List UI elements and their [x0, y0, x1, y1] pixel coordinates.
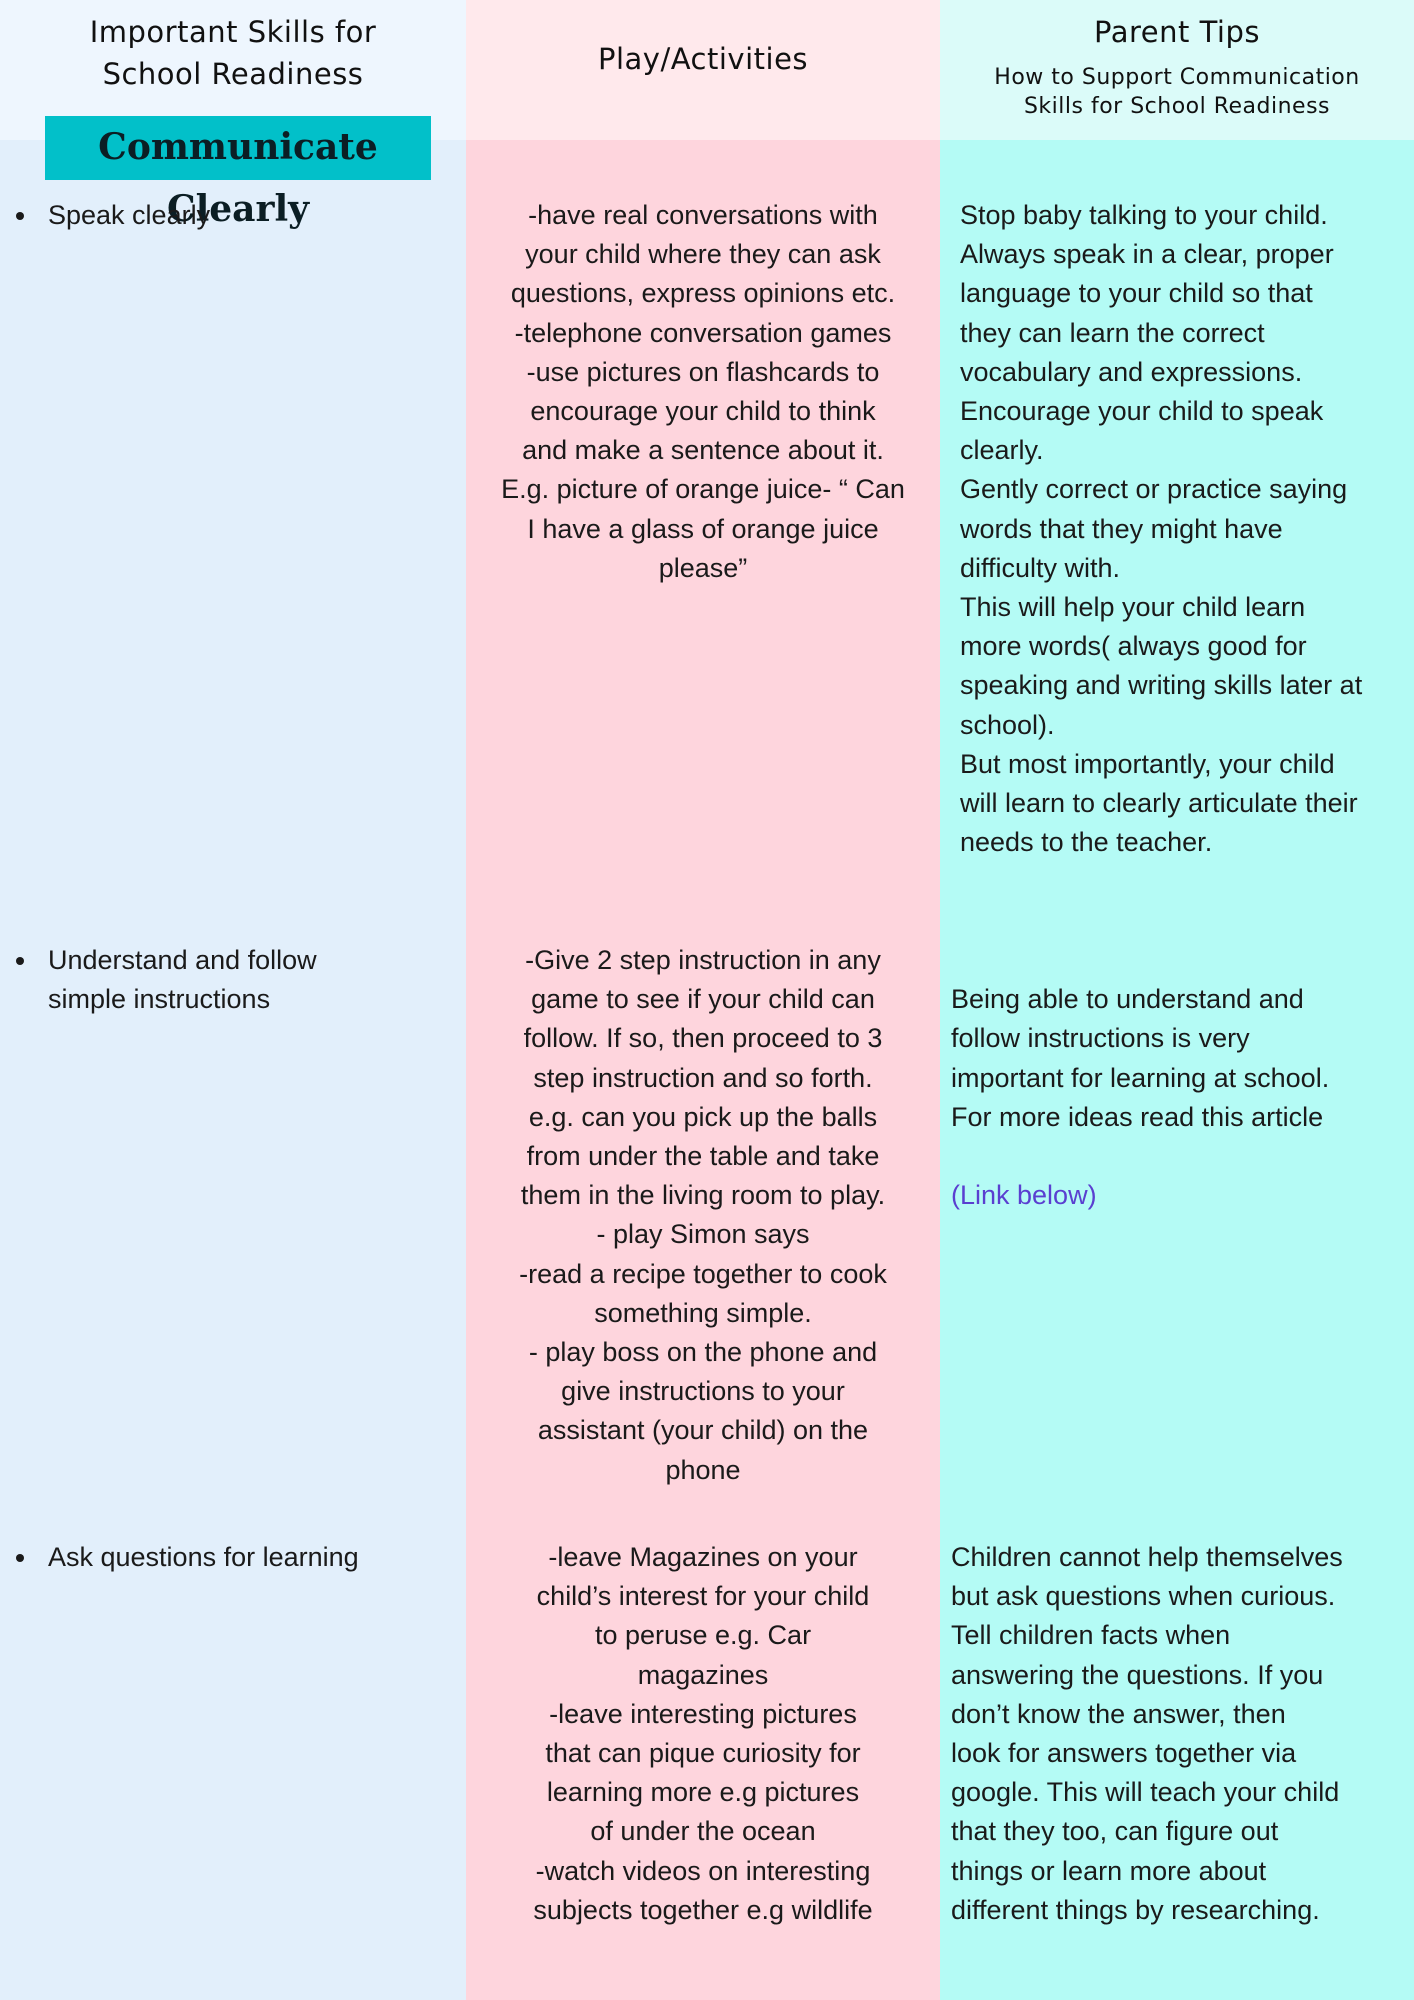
- tips-text: Children cannot help themselves but ask questions when curious. Tell children facts when answering the questions. If you don’t know the answer, then look for answers together via google. This will teach your child that they too, can figure out things or learn more about different things by researching.: [951, 1542, 1343, 1925]
- tips-text: Being able to understand and follow instructions is very important for learning at school. For more ideas read this article: [951, 984, 1330, 1132]
- tips-subtitle-line1: How to Support Communication: [994, 65, 1360, 90]
- skill-text: Speak clearly: [48, 200, 211, 230]
- skill-item: [16, 1538, 446, 1577]
- tips-subtitle-line2: Skills for School Readiness: [1023, 94, 1331, 119]
- bullet-icon: [16, 212, 24, 220]
- bullet-icon: [16, 1554, 24, 1562]
- tips-title: Parent Tips: [1094, 15, 1260, 49]
- skill-item: [16, 941, 446, 1019]
- tips-column: [940, 0, 1414, 2000]
- play-title: Play/Activities: [597, 42, 809, 76]
- skill-text: Understand and follow simple instructions: [48, 945, 317, 1014]
- activities-text: -leave Magazines on your child’s interest for your child to peruse e.g. Car magazines -leave interesting pictures that can pique curiosity for learning more e.g pictures of under the ocean -watch videos on interesting subjects together e.g wildlife: [533, 1542, 873, 1925]
- skill-item: [16, 196, 446, 235]
- article-link[interactable]: (Link below): [951, 1180, 1097, 1211]
- skills-title-line1: Important Skills for: [89, 15, 377, 49]
- play-column: [466, 0, 940, 2000]
- section-badge: Communicate Clearly: [45, 116, 431, 180]
- bullet-icon: [16, 957, 24, 965]
- activities-text: -Give 2 step instruction in any game to see if your child can follow. If so, then proceed to 3 step instruction and so forth. e.g. can you pick up the balls from under the table and take them in the living room to play. - play Simon says -read a recipe together to cook something simple. - play boss on the phone and give instructions to your assistant (your child) on the phone: [519, 945, 887, 1485]
- tips-text-block: [951, 941, 1401, 1215]
- activities-text: -have real conversations with your child where they can ask questions, express opinions etc. -telephone conversation games -use pictures on flashcards to encourage your child to think and make a sentence about it. E.g. picture of orange juice- “ Can I have a glass of orange juice please”: [501, 200, 905, 583]
- skills-column: [0, 0, 466, 2000]
- tips-text: Stop baby talking to your child. Always speak in a clear, proper language to your child so that they can learn the correct vocabulary and expressions. Encourage your child to speak clearly. Gently correct or practice saying words that they might have difficulty with. This will help your child learn more words( always good for speaking and writing skills later at school). But most importantly, your child will learn to clearly articulate their needs to the teacher.: [960, 200, 1363, 858]
- tips-header: [940, 0, 1414, 140]
- skill-text: Ask questions for learning: [48, 1542, 359, 1572]
- skills-title-line2: School Readiness: [102, 57, 364, 91]
- play-header: [466, 0, 940, 140]
